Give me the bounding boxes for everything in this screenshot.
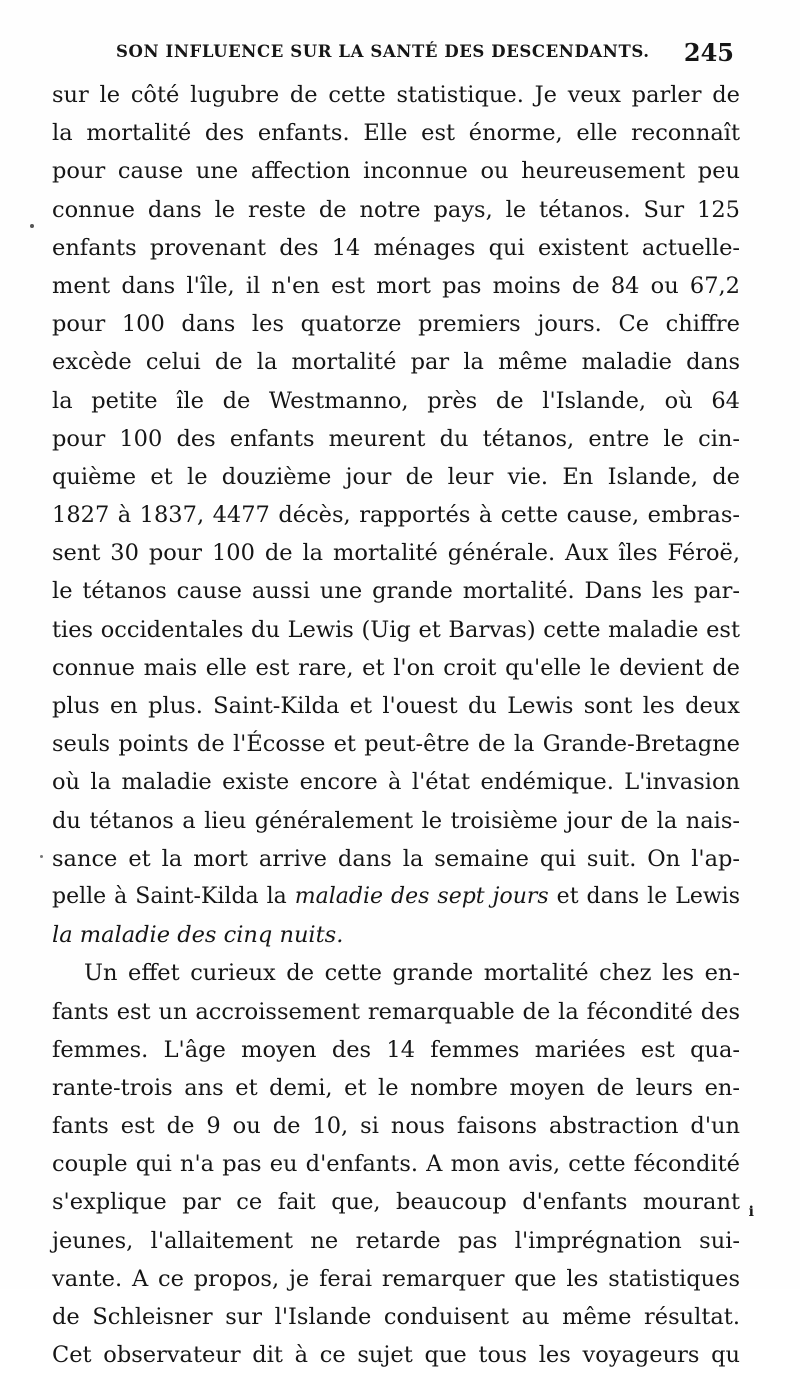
page-number: 245: [683, 38, 734, 67]
text-line: pour cause une affection inconnue ou heureusement peu: [52, 158, 740, 185]
ink-speck: [30, 224, 34, 228]
text-line: la mortalité des enfants. Elle est énorme, elle reconnaît: [52, 120, 740, 147]
text-line-mixed: [52, 878, 740, 916]
text-line: de Schleisner sur l'Islande conduisent au même résultat.: [52, 1304, 740, 1330]
text-line: pour 100 dans les quatorze premiers jours. Ce chiffre: [52, 311, 740, 338]
text-line: où la maladie existe encore à l'état endémique. L'invasion: [52, 769, 740, 796]
text-line: connue mais elle est rare, et l'on croit qu'elle le devient de: [52, 654, 740, 681]
text-line: couple qui n'a pas eu d'enfants. A mon avis, cette fécondité: [52, 1151, 740, 1178]
text-line: du tétanos a lieu généralement le troisième jour de la nais-: [52, 807, 740, 834]
text-line: quième et le douzième jour de leur vie. En Islande, de: [52, 463, 740, 490]
text-line: la petite île de Westmanno, près de l'Islande, où 64: [52, 387, 740, 414]
text-line: ties occidentales du Lewis (Uig et Barvas) cette maladie est: [52, 616, 740, 643]
text-fragment: et dans le Lewis: [548, 883, 740, 909]
text-line: jeunes, l'allaitement ne retarde pas l'imprégnation sui-: [52, 1227, 740, 1254]
text-line: enfants provenant des 14 ménages qui existent actuelle-: [52, 234, 740, 261]
text-line: seuls points de l'Écosse et peut-être de la Grande-Bretagne: [52, 731, 740, 758]
margin-mark: i: [748, 1204, 754, 1220]
text-line: pour 100 des enfants meurent du tétanos, entre le cin-: [52, 425, 740, 452]
running-head: SON INFLUENCE SUR LA SANTÉ DES DESCENDANTS.: [116, 42, 650, 61]
text-line: Cet observateur dit à ce sujet que tous les voyageurs qu: [52, 1342, 740, 1369]
paragraph-start-line: Un effet curieux de cette grande mortalité chez les en-: [84, 960, 740, 987]
text-line: connue dans le reste de notre pays, le tétanos. Sur 125: [52, 196, 740, 223]
page-header: [52, 38, 740, 72]
text-line: sent 30 pour 100 de la mortalité générale. Aux îles Féroë,: [52, 540, 740, 567]
text-line: femmes. L'âge moyen des 14 femmes mariées est qua-: [52, 1036, 740, 1063]
text-line: sance et la mort arrive dans la semaine qui suit. On l'ap-: [52, 845, 740, 872]
text-line: ment dans l'île, il n'en est mort pas moins de 84 ou 67,2: [52, 272, 740, 299]
text-line: vante. A ce propos, je ferai remarquer que les statistiques: [52, 1265, 740, 1292]
text-line-italic: [52, 916, 740, 954]
ink-speck: [40, 855, 43, 858]
text-line: sur le côté lugubre de cette statistique. Je veux parler de: [52, 82, 740, 108]
text-line: excède celui de la mortalité par la même maladie dans: [52, 349, 740, 376]
body-text: [52, 76, 740, 1374]
text-line: s'explique par ce fait que, beaucoup d'enfants mourant: [52, 1189, 740, 1216]
text-fragment: pelle à Saint-Kilda la: [52, 883, 295, 909]
italic-term: maladie des sept jours: [294, 883, 549, 909]
text-line: plus en plus. Saint-Kilda et l'ouest du Lewis sont les deux: [52, 693, 740, 719]
text-line: le tétanos cause aussi une grande mortalité. Dans les par-: [52, 578, 740, 605]
text-line: fants est un accroissement remarquable de la fécondité des: [52, 998, 740, 1025]
italic-term: la maladie des cinq nuits.: [52, 922, 344, 949]
text-line: rante-trois ans et demi, et le nombre moyen de leurs en-: [52, 1074, 740, 1101]
text-line: fants est de 9 ou de 10, si nous faisons abstraction d'un: [52, 1113, 740, 1140]
text-line: 1827 à 1837, 4477 décès, rapportés à cette cause, embras-: [52, 502, 740, 529]
